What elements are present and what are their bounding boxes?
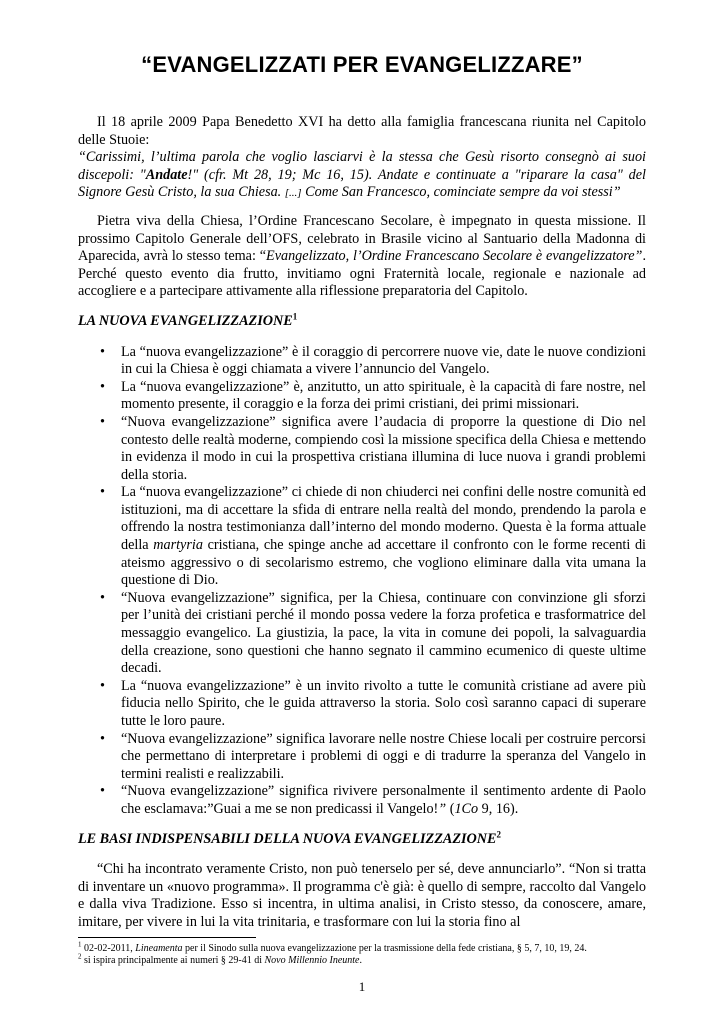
list-item — [78, 678, 646, 731]
list-item — [78, 783, 646, 818]
footnote-2 — [78, 955, 658, 967]
paragraph-ofs — [78, 213, 646, 301]
quote-part-c: Come San Francesco, cominciate sempre da voi stessi” — [305, 184, 621, 201]
list-item-text: La “nuova evangelizzazione” è, anzitutto, un atto spirituale, è la capacità di fare nostre, nel momento presente, il coraggio e la forza dei primi cristiani, dei primi missionari. — [121, 378, 646, 413]
intro-paragraph — [78, 114, 646, 203]
footnote-ref-1: 1 — [292, 311, 298, 322]
intro-quote — [78, 149, 646, 200]
quote-bold-word: Andate — [145, 166, 188, 183]
page-number: 1 — [358, 979, 366, 994]
footnotes — [78, 940, 658, 968]
quote-part-a: “Carissimi, l’ultima parola che voglio lasciarvi è la stessa che Gesù risorto consegnò ai suoi discepoli: " — [78, 149, 646, 183]
list-item — [78, 484, 646, 590]
document-title: “EVANGELIZZATI PER EVANGELIZZARE” — [141, 52, 583, 77]
footnote-number: 1 — [78, 940, 82, 949]
footnote-ref-2: 2 — [496, 828, 501, 839]
list-item-text: ( — [446, 800, 455, 817]
footnote-divider — [78, 937, 256, 938]
footnote-number: 2 — [78, 953, 82, 962]
list-item-italic: 1Co — [454, 800, 479, 817]
list-item — [78, 731, 646, 784]
list-item-text: cristiana, che spinge anche ad accettare il confronto con le forme recenti di ateismo aggressivo o di secolarismo estremo, che vogliono eliminare dalla vita umana la questione di Dio. — [121, 537, 646, 589]
para2-part-b: . Perché questo evento dia frutto, invitiamo ogni Fraternità locale, regionale e nazionale ad accogliere e a partecipare attivamente alla riflessione preparatoria del Capitolo. — [78, 248, 646, 300]
list-item-text: 9, 16). — [478, 800, 519, 817]
footnote-text: 02-02-2011, — [81, 943, 136, 954]
list-item-italic: martyria — [153, 537, 203, 554]
paragraph-basi: “Chi ha incontrato veramente Cristo, non può tenerselo per sé, deve annunciarlo”. “Non si tratta di inventare un «nuovo programma». Il programma c'è già: è quello di sempre, raccolto dal Vangelo e dalla viva Tradizione. Esso si incentra, in ultima analisi, in Cristo stesso, da conoscere, amare, imitare, per vivere in lui la vita trinitaria, e trasformare con lui la storia fino al — [78, 861, 646, 930]
list-item-text: “Nuova evangelizzazione” significa avere l’audacia di proporre la questione di Dio nel contesto delle realtà moderne, compiendo così la missione specifica della Chiesa e mettendo in evidenza il modo in cui la prospettiva cristiana illumina di luce nuova i grandi problemi della storia. — [121, 413, 646, 483]
list-item-text: “Nuova evangelizzazione” significa rivivere personalmente il sentimento ardente di Paolo che esclamava:”Guai a me se non predicassi il Vangelo! — [121, 783, 646, 817]
quote-ellipsis: [...] — [284, 187, 302, 200]
section-heading-1 — [78, 313, 646, 331]
para2-italic: Evangelizzato, l’Ordine Francescano Secolare è evangelizzatore” — [266, 248, 643, 265]
footnote-text: si ispira principalmente ai numeri § 29-41 di — [81, 955, 265, 967]
para2-part-a: Pietra viva della Chiesa, l’Ordine Francescano Secolare, è impegnato in questa missione. Il prossimo Capitolo Generale dell’OFS, celebrato in Brasile vicino al Santuario della Madonna di Aparecida, avrà lo stesso tema: “ — [78, 212, 646, 265]
list-item — [78, 590, 646, 678]
section-heading-2 — [78, 828, 646, 849]
footnote-text: . — [359, 955, 362, 967]
list-item-text: “Nuova evangelizzazione” significa, per la Chiesa, continuare con convinzione gli sforzi per l’unità dei cristiani perché il mondo possa vedere la forza profetica e trasformatrice del messaggio evangelico. La giustizia, la pace, la vita in comune dei popoli, la salvaguardia della creazione, sono questioni che hanno segnato il cammino ecumenico di queste ultime decadi. — [121, 589, 646, 677]
list-item — [78, 379, 646, 414]
list-item-text: “Nuova evangelizzazione” significa lavorare nelle nostre Chiese locali per costruire percorsi che permettano di interpretare i problemi di oggi e di tradurre la speranza del Vangelo in termini realisti e realizzabili. — [121, 730, 646, 782]
footnote-italic: Novo Millennio Ineunte — [264, 955, 360, 967]
list-item-italic: ” — [438, 800, 447, 817]
list-item — [78, 414, 646, 484]
quote-part-b: !" (cfr. Mt 28, 19; Mc 16, 15). Andate e continuate a "riparare la casa" del Signore Gesù Cristo, la sua Chiesa. — [78, 166, 646, 201]
list-item-text: La “nuova evangelizzazione” è il coraggio di percorrere nuove vie, date le nuove condizioni in cui la Chiesa è oggi chiamata a vivere l’annuncio del Vangelo. — [121, 343, 646, 378]
list-item — [78, 344, 646, 379]
footnote-text: per il Sinodo sulla nuova evangelizzazione per la trasmissione della fede cristiana, § 5, 7, 10, 19, 24. — [182, 943, 587, 954]
footnote-1 — [78, 940, 658, 955]
intro-text: Il 18 aprile 2009 Papa Benedetto XVI ha detto alla famiglia francescana riunita nel Capitolo delle Stuoie: — [78, 114, 646, 148]
bullet-list — [78, 344, 646, 819]
section-1-title: LA NUOVA EVANGELIZZAZIONE — [78, 312, 293, 329]
footnote-italic: Lineamenta — [135, 943, 183, 954]
list-item-text: La “nuova evangelizzazione” è un invito rivolto a tutte le comunità cristiane ad avere più fiducia nello Spirito, che le guida attraverso la storia. Solo così saranno capaci di superare tutte le loro paure. — [121, 677, 646, 729]
section-2-title: LE BASI INDISPENSABILI DELLA NUOVA EVANGELIZZAZIONE — [78, 830, 497, 847]
list-item-text: La “nuova evangelizzazione” ci chiede di non chiuderci nei confini delle nostre comunità ed istituzioni, ma di accettare la sfida di entrare nella realtà del mondo, prendendo la parola e offrendo la nostra testimonianza dall’interno del mondo moderno. Questa è la forma attuale della — [121, 484, 646, 554]
document-body — [78, 114, 646, 932]
